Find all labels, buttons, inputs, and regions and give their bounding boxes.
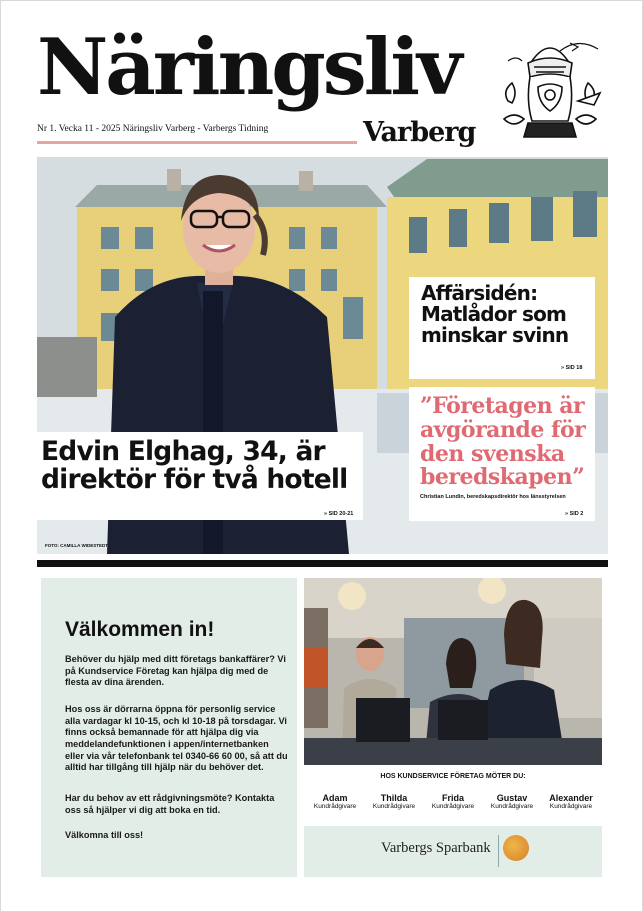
staff-name: Adam xyxy=(322,793,348,803)
side-headline-line-3: minskar svinn xyxy=(421,323,569,348)
bank-logo-divider xyxy=(498,835,499,867)
staff-name: Alexander xyxy=(549,793,593,803)
ad-paragraph-4: Välkomna till oss! xyxy=(65,830,144,840)
side-headline-line-2: Matlådor som xyxy=(421,302,567,327)
quote-box[interactable] xyxy=(409,387,595,521)
quote-line-4: beredskapen” xyxy=(420,464,585,491)
side-headline-line-1: Affärsidén: xyxy=(421,281,538,305)
staff-role: Kundrådgivare xyxy=(313,803,357,810)
knight-helmet-crest-icon xyxy=(498,31,602,147)
side-headline-box[interactable] xyxy=(409,277,595,379)
main-page-ref: » SID 20-21 xyxy=(321,510,356,518)
staff-member xyxy=(541,793,601,810)
issue-line: Nr 1. Vecka 11 - 2025 Näringsliv Varberg - Varbergs Tidning xyxy=(37,124,269,134)
staff-name: Gustav xyxy=(496,793,528,803)
masthead-subtitle: Varberg xyxy=(363,117,476,148)
ad-paragraph-1: Behöver du hjälp med ditt företags bankaffärer? Vi på Kundservice Företag kan hjälpa dig med de flesta av dina ärenden. xyxy=(65,654,286,688)
photo-credit: FOTO: CAMILLA WIDESTEDT xyxy=(45,543,108,548)
quote-line-3: den svenska xyxy=(420,440,565,467)
ad-paragraph-3: Har du behov av ett rådgivningsmöte? Kontakta oss så hjälper vi dig att boka en tid. xyxy=(65,793,275,815)
main-headline-line-1: Edvin Elghag, 34, är xyxy=(41,436,325,467)
bank-name: Varbergs Sparbank xyxy=(381,840,491,856)
staff-member xyxy=(305,793,365,810)
quote-page-ref: » SID 2 xyxy=(565,511,584,517)
staff-name: Thilda xyxy=(380,793,408,803)
office-staff-illustration xyxy=(304,578,602,765)
quote-line-1: ”Företagen är xyxy=(420,393,585,419)
bank-logo-panel[interactable] xyxy=(304,826,602,877)
side-page-ref: » SID 18 xyxy=(561,365,583,371)
staff-member xyxy=(482,793,542,810)
quote-credit: Christian Lundin, beredskapsdirektör hos länsstyrelsen xyxy=(420,494,566,500)
masthead-title: Näringsliv xyxy=(37,22,460,113)
staff-role: Kundrådgivare xyxy=(431,803,475,810)
ad-title: Välkommen in! xyxy=(65,618,215,641)
hero-photo xyxy=(37,157,608,554)
kundservice-photo xyxy=(304,578,602,765)
staff-member xyxy=(364,793,424,810)
staff-role: Kundrådgivare xyxy=(490,803,534,810)
bank-emblem-icon xyxy=(503,835,529,861)
masthead-rule xyxy=(37,141,357,144)
staff-member xyxy=(423,793,483,810)
ad-text-panel xyxy=(41,578,297,877)
staff-caption: HOS KUNDSERVICE FÖRETAG MÖTER DU: xyxy=(380,773,526,780)
staff-role: Kundrådgivare xyxy=(549,803,593,810)
main-headline-line-2: direktör för två hotell xyxy=(41,464,348,496)
staff-role: Kundrådgivare xyxy=(372,803,416,810)
quote-line-2: avgörande för xyxy=(420,416,586,443)
ad-paragraph-2: Hos oss är dörrarna öppna för personlig service alla vardagar kl 10-15, och kl 10-18 på torsdagar. Vi finns också bemannade för att hjälpa dig via meddelandefunktionen i appen/internetbanken eller via vår telefonbank tel 0340-66 60 00, så att du alltid har tillgång till hjälp när du behöver det. xyxy=(65,704,288,773)
staff-name: Frida xyxy=(441,793,464,803)
section-divider xyxy=(37,560,608,567)
main-headline-box[interactable] xyxy=(37,432,363,520)
